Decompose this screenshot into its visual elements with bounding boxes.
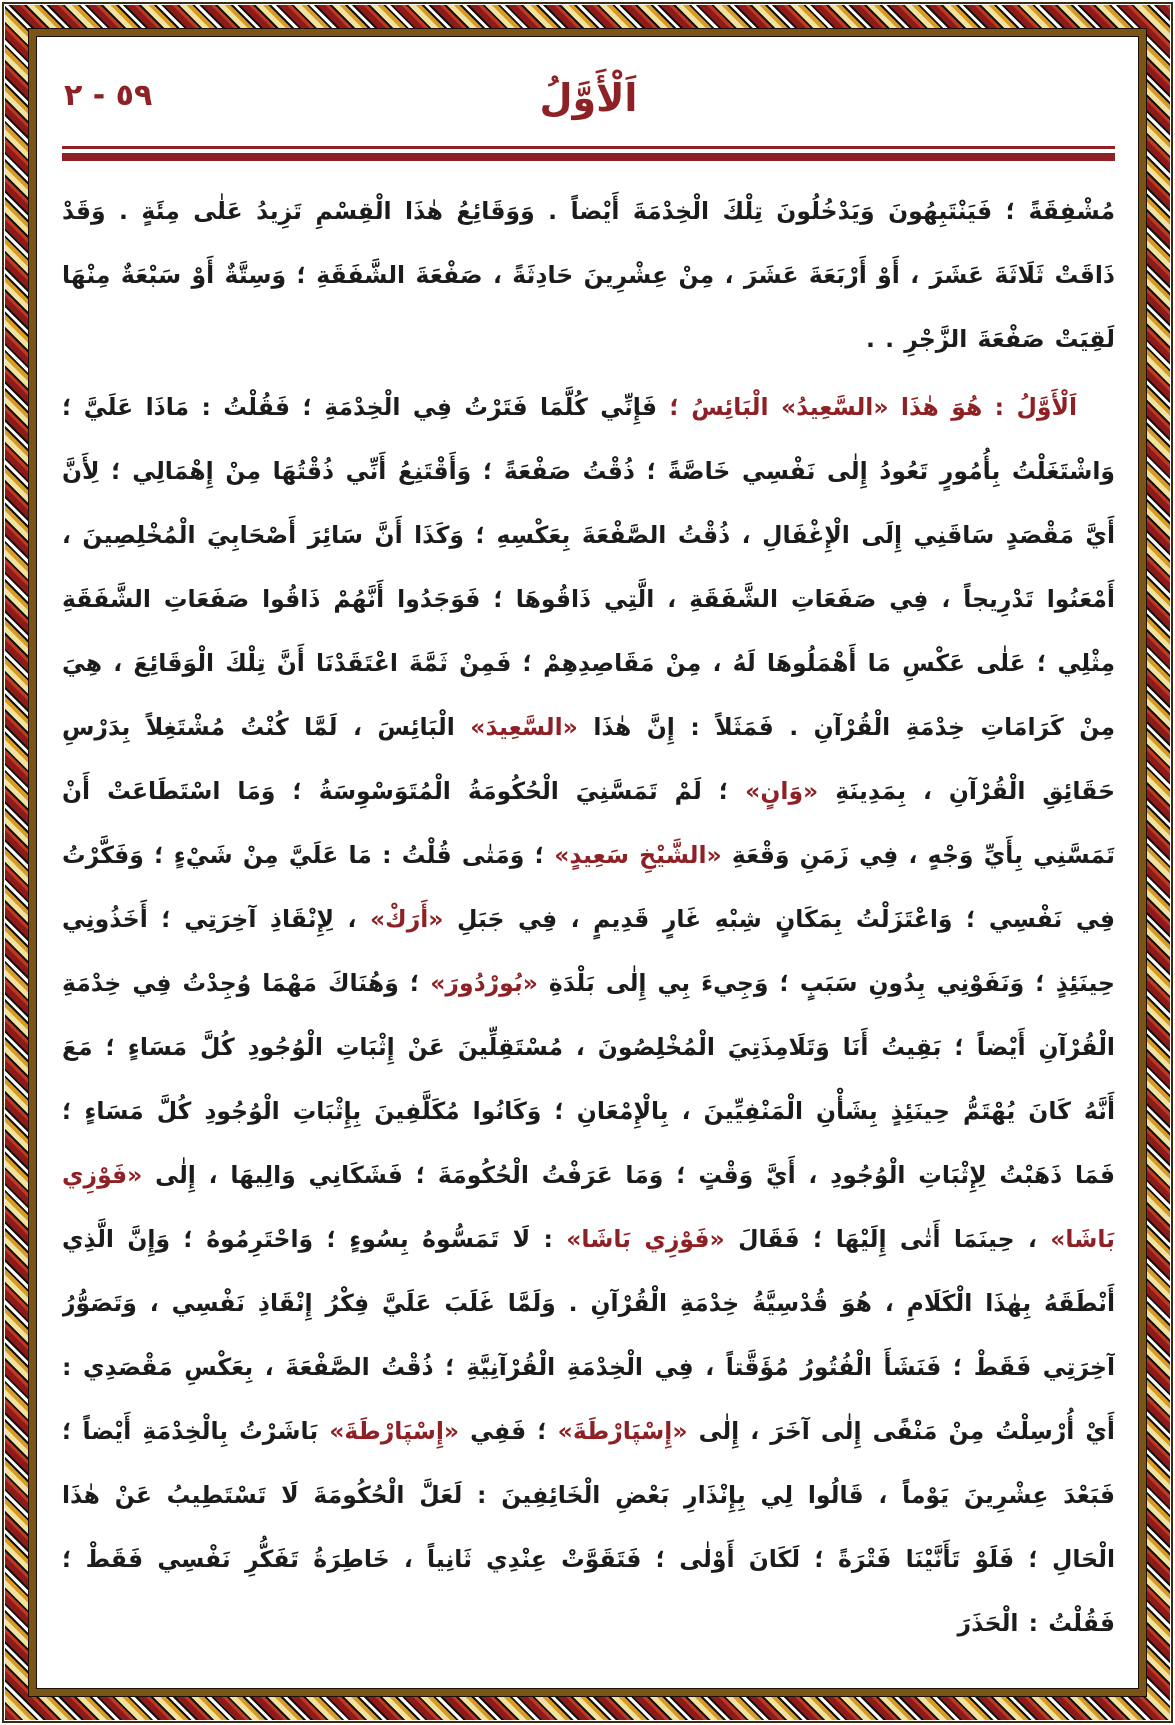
body-text: [62, 179, 1115, 1655]
page-title: اَلْأَوَّلُ: [539, 76, 638, 120]
emphasized-text-segment: «بُورْدُورَ»: [430, 969, 538, 997]
text-segment: بَاشَرْتُ بِالْخِدْمَةِ أَيْضاً ؛ فَبَعْدَ عِشْرِينَ يَوْماً ، قَالُوا لِي بِإِنْذَارِ بَعْضِ الْخَائِفِينَ : لَعَلَّ الْحُكُومَةَ لَا تَسْتَطِيبُ عَنْ هٰذَا الْحَالِ ؛ فَلَوْ تَأَنَّيْنَا فَتْرَةً ؛ لَكَانَ أَوْلٰى ؛ فَتَقَوَّتْ عِنْدِي ثَانِياً ، خَاطِرَةُ تَفَكُّرِ نَفْسِي فَقَطْ ؛ فَقُلْتُ : الْحَذَرَ: [62, 1417, 1115, 1637]
emphasized-text-segment: «أَرَكْ»: [369, 905, 444, 933]
text-segment: ؛ لَمْ تَمَسَّنِيَ الْحُكُومَةُ الْمُتَوَسْوِسَةُ ؛ وَمَا اسْتَطَاعَتْ أَنْ تَمَسَّنِي بِأَيِّ وَجْهٍ ، فِي زَمَنِ وَقْعَةِ: [62, 777, 1115, 869]
emphasized-text-segment: «فَوْزِي بَاشَا»: [566, 1225, 725, 1253]
text-segment: ، لِإِنْقَاذِ آخِرَتِي ؛ أَخَذُونِي حِينَئِذٍ ؛ وَنَفَوْنِي بِدُونِ سَبَبٍ ؛ وَجِيءَ بِي إِلٰى بَلْدَةِ: [62, 905, 1115, 997]
emphasized-text-segment: «فَوْزِي بَاشَا»: [62, 1161, 1115, 1253]
text-segment: : لَا تَمَسُّوهُ بِسُوءٍ ؛ وَاحْتَرِمُوهُ ؛ وَإِنَّ الَّذِي أَنْطَقَهُ بِهٰذَا الْكَلَامِ ، هُوَ قُدْسِيَّةُ خِدْمَةِ الْقُرْآنِ . وَلَمَّا غَلَبَ عَلَيَّ فِكْرُ إِنْقَاذِ نَفْسِي ، وَتَصَوُّرُ آخِرَتِي فَقَطْ ؛ فَنَشَأَ الْفُتُورُ مُؤَقَّتاً ، فِي الْخِدْمَةِ الْقُرْآنِيَّةِ ؛ ذُقْتُ الصَّفْعَةَ ، بِعَكْسِ مَقْصَدِي : أَيْ أُرْسِلْتُ مِنْ مَنْفًى إِلٰى آخَرَ ، إِلٰى: [62, 1225, 1115, 1445]
text-segment: ؛ وَمَتٰى قُلْتُ : مَا عَلَيَّ مِنْ شَيْءٍ ؛ وَفَكَّرْتُ فِي نَفْسِي ؛ وَاعْتَزَلْتُ بِمَكَانٍ شِبْهِ غَارٍ قَدِيمٍ ، فِي جَبَلِ: [62, 841, 1115, 933]
paragraph-intro: [62, 179, 1115, 371]
text-segment: ؛ فَفِي: [459, 1417, 558, 1445]
emphasized-text-segment: «إِسْپَارْطَةَ»: [557, 1417, 688, 1445]
header-rule-thick: [62, 153, 1115, 161]
text-segment: فَإِنِّي كُلَّمَا فَتَرْتُ فِي الْخِدْمَةِ ؛ فَقُلْتُ : مَاذَا عَلَيَّ ؛ وَاشْتَغَلْتُ بِأُمُورٍ تَعُودُ إِلٰى نَفْسِي خَاصَّةً ؛ ذُقْتُ صَفْعَةً ؛ وَأَقْتَنِعُ أَنِّي ذُقْتُهَا مِنْ إِهْمَالِي ؛ لِأَنَّ أَيَّ مَقْصَدٍ سَاقَنِي إِلَى الْإِغْفَالِ ، ذُقْتُ الصَّفْعَةَ بِعَكْسِهِ ؛ وَكَذَا أَنَّ سَائِرَ أَصْحَابِيَ الْمُخْلِصِينَ ، أَمْعَنُوا تَدْرِيجاً ، فِي صَفَعَاتِ الشَّفَقَةِ ، الَّتِي ذَاقُوهَا ؛ فَوَجَدُوا أَنَّهُمْ ذَاقُوا صَفَعَاتِ الشَّفَقَةِ مِثْلِي ؛ عَلٰى عَكْسِ مَا أَهْمَلُوهَا لَهُ ، مِنْ مَقَاصِدِهِمْ ؛ فَمِنْ ثَمَّةَ اعْتَقَدْنَا أَنَّ تِلْكَ الْوَقَائِعَ ، هِيَ مِنْ كَرَامَاتِ خِدْمَةِ الْقُرْآنِ . فَمَثَلاً : إِنَّ هٰذَا: [62, 393, 1115, 741]
page-number: ٥٩ - ٢: [64, 78, 153, 113]
emphasized-text-segment: «إِسْپَارْطَةَ»: [329, 1417, 460, 1445]
paragraph-first-point: [62, 375, 1115, 1655]
text-segment: مُشْفِقَةً ؛ فَيَنْتَبِهُونَ وَيَدْخُلُونَ تِلْكَ الْخِدْمَةَ أَيْضاً . وَوَقَائِعُ هٰذَا الْقِسْمِ تَزِيدُ عَلٰى مِئَةٍ . وَقَدْ ذَاقَتْ ثَلَاثَةَ عَشَرَ ، أَوْ أَرْبَعَةَ عَشَرَ ، مِنْ عِشْرِينَ حَادِثَةً ، صَفْعَةَ الشَّفَقَةِ ؛ وَسِتَّةٌ أَوْ سَبْعَةٌ مِنْهَا لَقِيَتْ صَفْعَةَ الزَّجْرِ . .: [62, 197, 1115, 353]
emphasized-text-segment: «الشَّيْخِ سَعِيدٍ»: [554, 841, 722, 869]
emphasized-text-segment: اَلْأَوَّلُ : هُوَ هٰذَا «السَّعِيدُ» الْبَائِسُ ؛: [657, 393, 1078, 421]
emphasized-text-segment: «السَّعِيدَ»: [470, 713, 578, 741]
text-segment: ؛ وَهُنَاكَ مَهْمَا وُجِدْتُ فِي خِدْمَةِ الْقُرْآنِ أَيْضاً ؛ بَقِيتُ أَنَا وَتَلَامِذَتِيَ الْمُخْلِصُونَ ، مُسْتَقِلِّينَ عَنْ إِثْبَاتِ الْوُجُودِ كُلَّ مَسَاءٍ ؛ مَعَ أَنَّهُ كَانَ يُهْتَمُّ حِينَئِذٍ بِشَأْنِ الْمَنْفِيِّينَ ، بِالْإِمْعَانِ ؛ وَكَانُوا مُكَلَّفِينَ بِإِثْبَاتِ الْوُجُودِ كُلَّ مَسَاءٍ ؛ فَمَا ذَهَبْتُ لِإِثْبَاتِ الْوُجُودِ ، أَيَّ وَقْتٍ ؛ وَمَا عَرَفْتُ الْحُكُومَةَ ؛ فَشَكَانِي وَالِيهَا ، إِلٰى: [62, 969, 1115, 1189]
text-segment: ، حِينَمَا أَتٰى إِلَيْهَا ؛ فَقَالَ: [724, 1225, 1051, 1253]
page-header: [62, 58, 1115, 146]
emphasized-text-segment: «وَانٍ»: [745, 777, 819, 805]
page-content: [62, 58, 1115, 1675]
text-segment: الْبَائِسَ ، لَمَّا كُنْتُ مُشْتَغِلاً بِدَرْسِ حَقَائِقِ الْقُرْآنِ ، بِمَدِينَةِ: [62, 713, 1115, 805]
